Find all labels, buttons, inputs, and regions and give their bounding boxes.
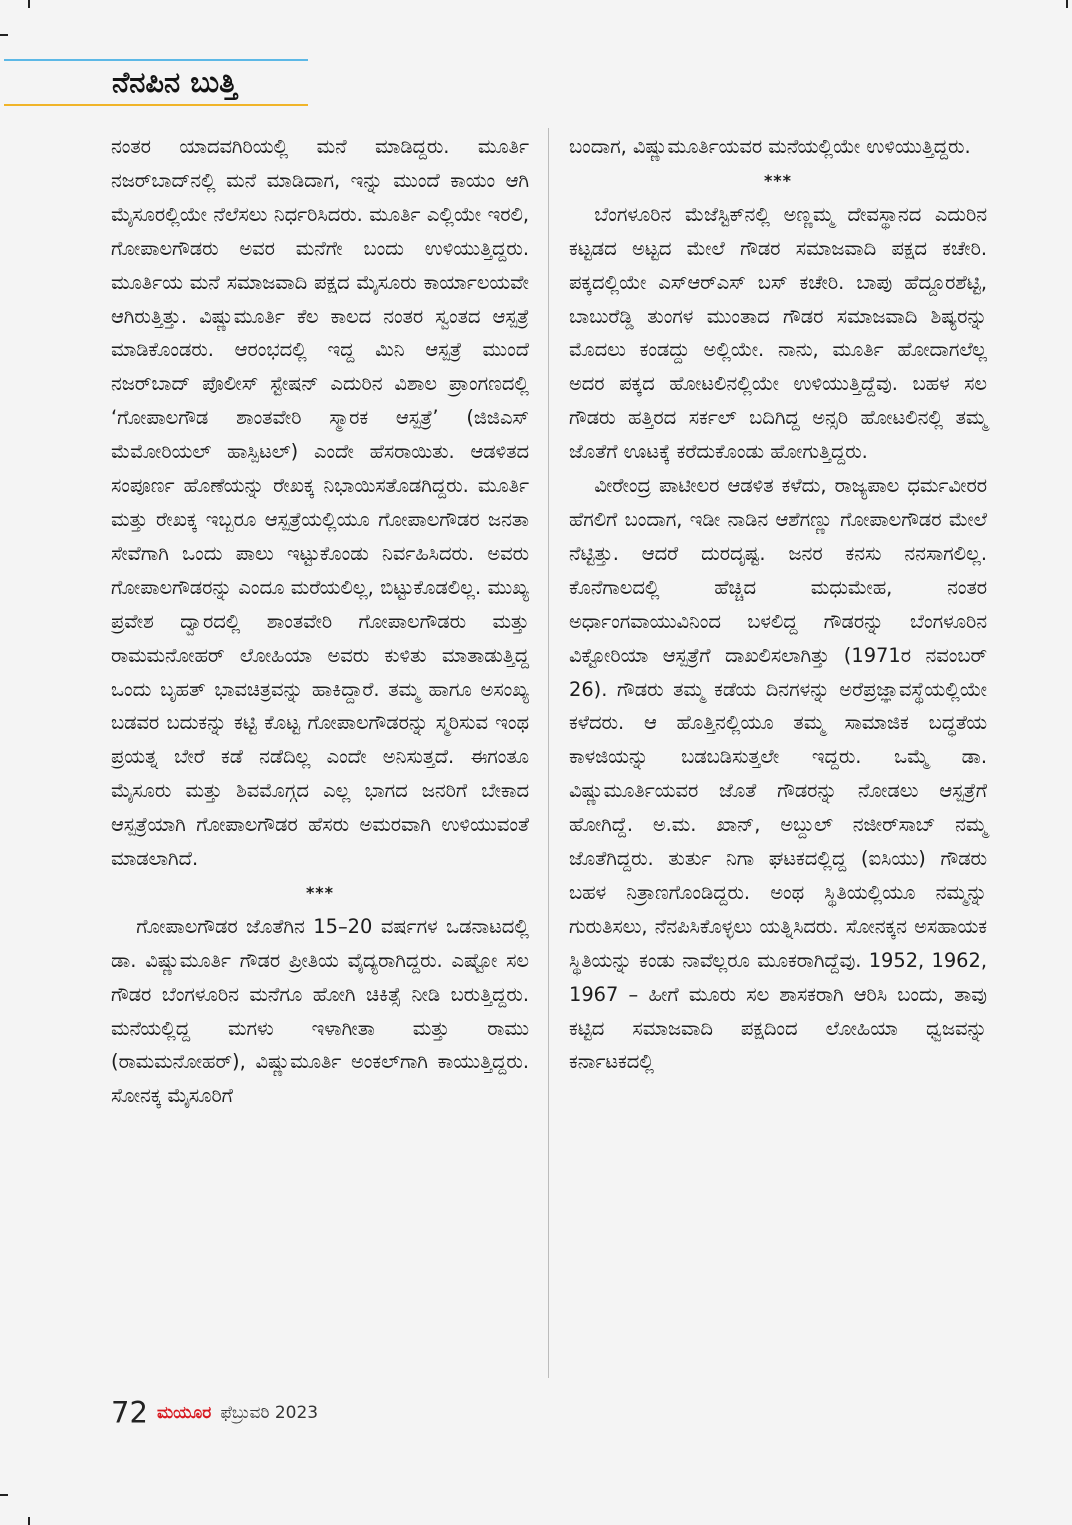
section-separator: *** <box>305 882 335 902</box>
section-separator: *** <box>763 170 793 190</box>
crop-mark-top-right <box>1066 0 1068 8</box>
paragraph: ವೀರೇಂದ್ರ ಪಾಟೀಲರ ಆಡಳಿತ ಕಳೆದು, ರಾಜ್ಯಪಾಲ ಧರ್ಮವೀರರ ಹೆಗಲಿಗೆ ಬಂದಾಗ, ಇಡೀ ನಾಡಿನ ಆಶೆಗಣ್ಣು ಗೋಪಾಲಗೌಡರ ಮೇಲೆ ನೆಟ್ಟಿತ್ತು. ಆದರೆ ದುರದೃಷ್ಟ. ಜನರ ಕನಸು ನನಸಾಗಲಿಲ್ಲ. ಕೊನೆಗಾಲದಲ್ಲಿ ಹೆಚ್ಚಿದ ಮಧುಮೇಹ, ನಂತರ ಅರ್ಧಾಂಗವಾಯುವಿನಿಂದ ಬಳಲಿದ್ದ ಗೌಡರನ್ನು ಬೆಂಗಳೂರಿನ ವಿಕ್ಟೋರಿಯಾ ಆಸ್ಪತ್ರೆಗೆ ದಾಖಲಿಸಲಾಗಿತ್ತು (1971ರ ನವಂಬರ್ 26). ಗೌಡರು ತಮ್ಮ ಕಡೆಯ ದಿನಗಳನ್ನು ಅರೆಪ್ರಜ್ಞಾವಸ್ಥೆಯಲ್ಲಿಯೇ ಕಳೆದರು. ಆ ಹೊತ್ತಿನಲ್ಲಿಯೂ ತಮ್ಮ ಸಾಮಾಜಿಕ ಬದ್ಧತೆಯ ಕಾಳಜಿಯನ್ನು ಬಡಬಡಿಸುತ್ತಲೇ ಇದ್ದರು. ಒಮ್ಮೆ ಡಾ. ವಿಷ್ಣುಮೂರ್ತಿಯವರ ಜೊತೆ ಗೌಡರನ್ನು ನೋಡಲು ಆಸ್ಪತ್ರೆಗೆ ಹೋಗಿದ್ದೆ. ಅ.ಮ. ಖಾನ್, ಅಬ್ದುಲ್ ನಜೀರ್‌ಸಾಬ್ ನಮ್ಮ ಜೊತೆಗಿದ್ದರು. ತುರ್ತು ನಿಗಾ ಘಟಕದಲ್ಲಿದ್ದ (ಐಸಿಯು) ಗೌಡರು ಬಹಳ ನಿತ್ರಾಣಗೊಂಡಿದ್ದರು. ಅಂಥ ಸ್ಥಿತಿಯಲ್ಲಿಯೂ ನಮ್ಮನ್ನು ಗುರುತಿಸಲು, ನೆನಪಿಸಿಕೊಳ್ಳಲು ಯತ್ನಿಸಿದರು. ಸೋನಕ್ಕನ ಅಸಹಾಯಕ ಸ್ಥಿತಿಯನ್ನು ಕಂಡು ನಾವೆಲ್ಲರೂ ಮೂಕರಾಗಿದ್ದೆವು. 1952, 1962, 1967 – ಹೀಗೆ ಮೂರು ಸಲ ಶಾಸಕರಾಗಿ ಆರಿಸಿ ಬಂದು, ತಾವು ಕಟ್ಟಿದ ಸಮಾಜವಾದಿ ಪಕ್ಷದಿಂದ ಲೋಹಿಯಾ ಧ್ವಜವನ್ನು ಕರ್ನಾಟಕದಲ್ಲಿ <box>569 474 987 1074</box>
section-title: ನೆನಪಿನ ಬುತ್ತಿ <box>112 65 237 99</box>
crop-mark-left-top <box>0 34 8 36</box>
paragraph: ಗೋಪಾಲಗೌಡರ ಜೊತೆಗಿನ 15–20 ವರ್ಷಗಳ ಒಡನಾಟದಲ್ಲಿ ಡಾ. ವಿಷ್ಣುಮೂರ್ತಿ ಗೌಡರ ಪ್ರೀತಿಯ ವೈದ್ಯರಾಗಿದ್ದರು. ಎಷ್ಟೋ ಸಲ ಗೌಡರ ಬೆಂಗಳೂರಿನ ಮನೆಗೂ ಹೋಗಿ ಚಿಕಿತ್ಸೆ ನೀಡಿ ಬರುತ್ತಿದ್ದರು. ಮನೆಯಲ್ಲಿದ್ದ ಮಗಳು ಇಳಾಗೀತಾ ಮತ್ತು ರಾಮು (ರಾಮಮನೋಹರ್), ವಿಷ್ಣುಮೂರ್ತಿ ಅಂಕಲ್‌ಗಾಗಿ ಕಾಯುತ್ತಿದ್ದರು. ಸೋನಕ್ಕ ಮೈಸೂರಿಗೆ <box>111 914 529 1108</box>
paragraph: ಬೆಂಗಳೂರಿನ ಮೆಜೆಸ್ಟಿಕ್‌ನಲ್ಲಿ ಅಣ್ಣಮ್ಮ ದೇವಸ್ಥಾನದ ಎದುರಿನ ಕಟ್ಟಡದ ಅಟ್ಟದ ಮೇಲೆ ಗೌಡರ ಸಮಾಜವಾದಿ ಪಕ್ಷದ ಕಚೇರಿ. ಪಕ್ಕದಲ್ಲಿಯೇ ಎಸ್‌ಆರ್‌ಎಸ್ ಬಸ್ ಕಚೇರಿ. ಬಾಪು ಹೆದ್ದೂರಶೆಟ್ಟಿ, ಬಾಬುರೆಡ್ಡಿ ತುಂಗಳ ಮುಂತಾದ ಗೌಡರ ಸಮಾಜವಾದಿ ಶಿಷ್ಯರನ್ನು ಮೊದಲು ಕಂಡದ್ದು ಅಲ್ಲಿಯೇ. ನಾನು, ಮೂರ್ತಿ ಹೋದಾಗಲೆಲ್ಲ ಅದರ ಪಕ್ಕದ ಹೋಟಲಿನಲ್ಲಿಯೇ ಉಳಿಯುತ್ತಿದ್ದೆವು. ಬಹಳ ಸಲ ಗೌಡರು ಹತ್ತಿರದ ಸರ್ಕಲ್ ಬದಿಗಿದ್ದ ಅನ್ಸರಿ ಹೋಟಲಿನಲ್ಲಿ ತಮ್ಮ ಜೊತೆಗೆ ಊಟಕ್ಕೆ ಕರೆದುಕೊಂಡು ಹೋಗುತ್ತಿದ್ದರು. <box>569 202 987 464</box>
page-footer <box>111 1392 318 1432</box>
magazine-logo: ಮಯೂರ <box>157 1402 212 1423</box>
article-column-right <box>569 130 987 1079</box>
header-rule-blue <box>4 59 308 61</box>
crop-mark-bottom-left <box>28 1517 30 1525</box>
header-rule-yellow <box>4 104 308 106</box>
crop-mark-top-left <box>28 0 30 8</box>
article-column-left <box>111 130 529 1113</box>
page-number: 72 <box>111 1395 148 1430</box>
issue-date: ಫೆಬ್ರುವರಿ 2023 <box>220 1402 319 1423</box>
column-divider <box>548 128 549 1378</box>
crop-mark-left-bottom <box>0 1494 8 1496</box>
paragraph: ಬಂದಾಗ, ವಿಷ್ಣುಮೂರ್ತಿಯವರ ಮನೆಯಲ್ಲಿಯೇ ಉಳಿಯುತ್ತಿದ್ದರು. <box>569 135 971 158</box>
paragraph: ನಂತರ ಯಾದವಗಿರಿಯಲ್ಲಿ ಮನೆ ಮಾಡಿದ್ದರು. ಮೂರ್ತಿ ನಜರ್‌ಬಾದ್‌ನಲ್ಲಿ ಮನೆ ಮಾಡಿದಾಗ, ಇನ್ನು ಮುಂದೆ ಕಾಯಂ ಆಗಿ ಮೈಸೂರಲ್ಲಿಯೇ ನೆಲೆಸಲು ನಿರ್ಧರಿಸಿದರು. ಮೂರ್ತಿ ಎಲ್ಲಿಯೇ ಇರಲಿ, ಗೋಪಾಲಗೌಡರು ಅವರ ಮನೆಗೇ ಬಂದು ಉಳಿಯುತ್ತಿದ್ದರು. ಮೂರ್ತಿಯ ಮನೆ ಸಮಾಜವಾದಿ ಪಕ್ಷದ ಮೈಸೂರು ಕಾರ್ಯಾಲಯವೇ ಆಗಿರುತ್ತಿತ್ತು. ವಿಷ್ಣುಮೂರ್ತಿ ಕೆಲ ಕಾಲದ ನಂತರ ಸ್ವಂತದ ಆಸ್ಪತ್ರೆ ಮಾಡಿಕೊಂಡರು. ಆರಂಭದಲ್ಲಿ ಇದ್ದ ಮಿನಿ ಆಸ್ಪತ್ರೆ ಮುಂದೆ ನಜರ್‌ಬಾದ್ ಪೊಲೀಸ್ ಸ್ಟೇಷನ್ ಎದುರಿನ ವಿಶಾಲ ಪ್ರಾಂಗಣದಲ್ಲಿ ‘ಗೋಪಾಲಗೌಡ ಶಾಂತವೇರಿ ಸ್ಮಾರಕ ಆಸ್ಪತ್ರೆ’ (ಜಿಜಿಎಸ್ ಮೆಮೋರಿಯಲ್ ಹಾಸ್ಪಿಟಲ್) ಎಂದೇ ಹೆಸರಾಯಿತು. ಆಡಳಿತದ ಸಂಪೂರ್ಣ ಹೊಣೆಯನ್ನು ರೇಖಕ್ಕ ನಿಭಾಯಿಸತೊಡಗಿದ್ದರು. ಮೂರ್ತಿ ಮತ್ತು ರೇಖಕ್ಕ ಇಬ್ಬರೂ ಆಸ್ಪತ್ರೆಯಲ್ಲಿಯೂ ಗೋಪಾಲಗೌಡರ ಜನತಾ ಸೇವೆಗಾಗಿ ಒಂದು ಪಾಲು ಇಟ್ಟುಕೊಂಡು ನಿರ್ವಹಿಸಿದರು. ಅವರು ಗೋಪಾಲಗೌಡರನ್ನು ಎಂದೂ ಮರೆಯಲಿಲ್ಲ, ಬಿಟ್ಟುಕೊಡಲಿಲ್ಲ. ಮುಖ್ಯ ಪ್ರವೇಶ ದ್ವಾರದಲ್ಲಿ ಶಾಂತವೇರಿ ಗೋಪಾಲಗೌಡರು ಮತ್ತು ರಾಮಮನೋಹರ್ ಲೋಹಿಯಾ ಅವರು ಕುಳಿತು ಮಾತಾಡುತ್ತಿದ್ದ ಒಂದು ಬೃಹತ್ ಭಾವಚಿತ್ರವನ್ನು ಹಾಕಿದ್ದಾರೆ. ತಮ್ಮ ಹಾಗೂ ಅಸಂಖ್ಯ ಬಡವರ ಬದುಕನ್ನು ಕಟ್ಟಿ ಕೊಟ್ಟ ಗೋಪಾಲಗೌಡರನ್ನು ಸ್ಮರಿಸುವ ಇಂಥ ಪ್ರಯತ್ನ ಬೇರೆ ಕಡೆ ನಡೆದಿಲ್ಲ ಎಂದೇ ಅನಿಸುತ್ತದೆ. ಈಗಂತೂ ಮೈಸೂರು ಮತ್ತು ಶಿವಮೊಗ್ಗದ ಎಲ್ಲ ಭಾಗದ ಜನರಿಗೆ ಬೇಕಾದ ಆಸ್ಪತ್ರೆಯಾಗಿ ಗೋಪಾಲಗೌಡರ ಹೆಸರು ಅಮರವಾಗಿ ಉಳಿಯುವಂತೆ ಮಾಡಲಾಗಿದೆ. <box>111 135 529 871</box>
